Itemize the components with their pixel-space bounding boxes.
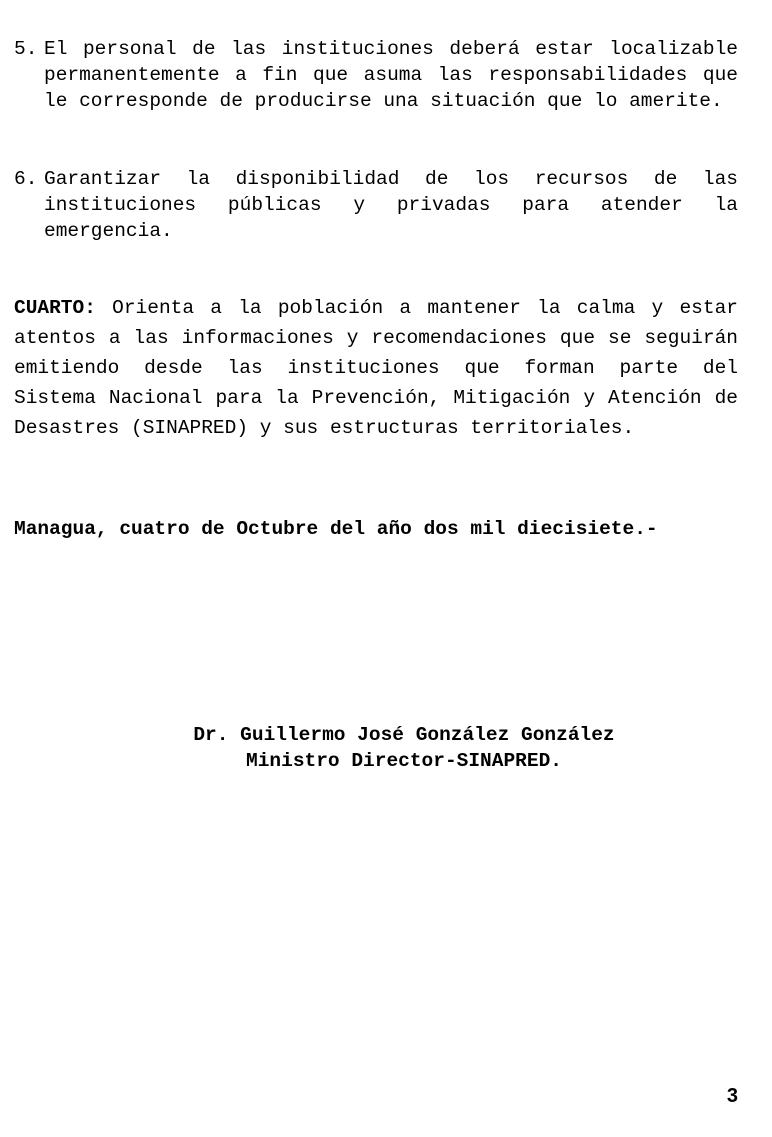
signature-name: Dr. Guillermo José González González	[193, 724, 615, 746]
list-text: Garantizar la disponibilidad de los recursos de las instituciones públicas y privadas para atender la emergencia.	[44, 168, 738, 242]
cuarto-text: Orienta a la población a mantener la calma y estar atentos a las informaciones y recomendaciones que se seguirán emitiendo desde las instituciones que forman parte del Sistema Nacional para la Prevención, Mitigación y Atención de Desastres (SINAPRED) y sus estructuras territoriales.	[14, 297, 738, 439]
cuarto-label: CUARTO:	[14, 297, 96, 319]
page-number: 3	[726, 1085, 738, 1107]
list-number: 6.	[14, 168, 38, 190]
list-item-6	[14, 166, 738, 244]
cuarto-paragraph	[14, 293, 738, 443]
list-text: El personal de las instituciones deberá estar localizable permanentemente a fin que asuma las responsabilidades que le corresponde de producirse una situación que lo amerite.	[44, 38, 738, 112]
signature-title: Ministro Director-SINAPRED.	[246, 750, 562, 772]
closing-line: Managua, cuatro de Octubre del año dos mil diecisiete.-	[14, 518, 658, 540]
list-number: 5.	[14, 38, 38, 60]
list-item-5	[14, 36, 738, 114]
signature-block	[14, 722, 772, 774]
